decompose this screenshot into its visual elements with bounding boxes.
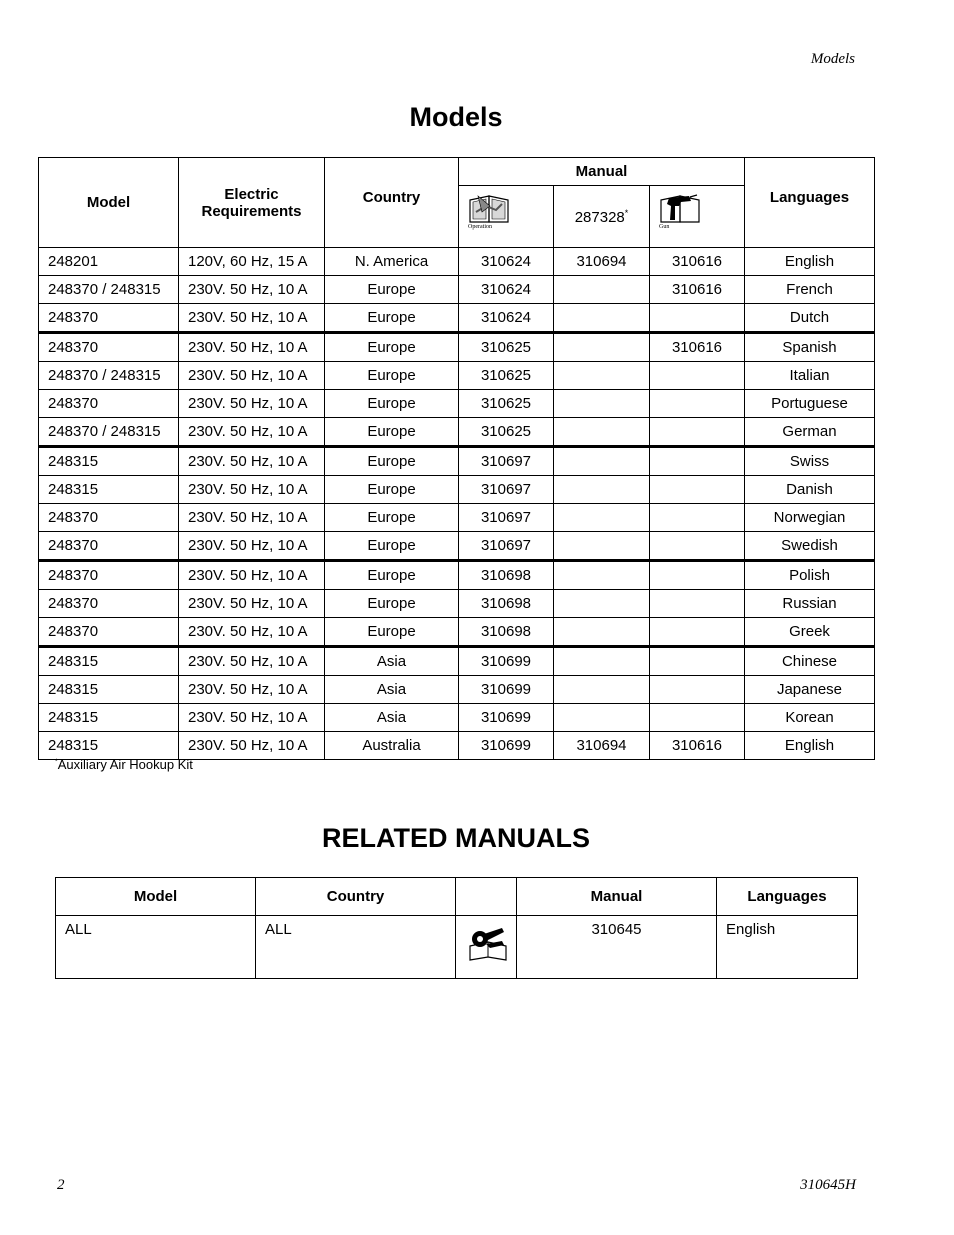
cell-gun-manual xyxy=(650,704,745,732)
cell-electric: 230V. 50 Hz, 10 A xyxy=(179,647,325,676)
cell-aux-manual xyxy=(554,618,650,647)
cell-model: 248315 xyxy=(39,447,179,476)
cell-electric: 230V. 50 Hz, 10 A xyxy=(179,704,325,732)
related-header-languages: Languages xyxy=(717,878,858,916)
cell-language: Swedish xyxy=(745,532,875,561)
cell-electric: 230V. 50 Hz, 10 A xyxy=(179,447,325,476)
cell-country: Australia xyxy=(325,732,459,760)
cell-gun-manual xyxy=(650,418,745,447)
cell-electric: 230V. 50 Hz, 10 A xyxy=(179,390,325,418)
cell-language: Japanese xyxy=(745,676,875,704)
cell-language: Italian xyxy=(745,362,875,390)
related-header-icon xyxy=(456,878,517,916)
document-number: 310645H xyxy=(800,1177,856,1193)
cell-model: 248315 xyxy=(39,476,179,504)
cell-operation-manual: 310625 xyxy=(459,418,554,447)
cell-aux-manual xyxy=(554,704,650,732)
cell-aux-manual: 310694 xyxy=(554,248,650,276)
cell-country: Europe xyxy=(325,590,459,618)
related-header-model: Model xyxy=(56,878,256,916)
cell-model: 248370 / 248315 xyxy=(39,362,179,390)
cell-electric: 230V. 50 Hz, 10 A xyxy=(179,532,325,561)
cell-language: Spanish xyxy=(745,333,875,362)
cell-gun-manual xyxy=(650,476,745,504)
related-row xyxy=(56,916,858,979)
related-country: ALL xyxy=(256,916,456,979)
cell-gun-manual: 310616 xyxy=(650,732,745,760)
cell-aux-manual xyxy=(554,362,650,390)
cell-country: N. America xyxy=(325,248,459,276)
related-manuals-table xyxy=(55,877,858,979)
related-languages: English xyxy=(717,916,858,979)
header-manual: Manual xyxy=(459,158,745,186)
table-row xyxy=(39,676,875,704)
cell-model: 248370 / 248315 xyxy=(39,276,179,304)
operation-manual-column xyxy=(459,186,554,248)
cell-gun-manual xyxy=(650,676,745,704)
cell-country: Europe xyxy=(325,504,459,532)
cell-language: Russian xyxy=(745,590,875,618)
operation-caption: Operation xyxy=(468,224,492,230)
gun-caption: Gun xyxy=(659,224,670,230)
cell-electric: 230V. 50 Hz, 10 A xyxy=(179,418,325,447)
cell-operation-manual: 310624 xyxy=(459,276,554,304)
cell-electric: 230V. 50 Hz, 10 A xyxy=(179,676,325,704)
aux-manual-column xyxy=(554,186,650,248)
operation-manual-icon xyxy=(468,192,512,224)
cell-aux-manual xyxy=(554,276,650,304)
cell-country: Europe xyxy=(325,561,459,590)
related-manuals-title: RELATED MANUALS xyxy=(322,823,590,853)
cell-country: Europe xyxy=(325,418,459,447)
cell-language: English xyxy=(745,732,875,760)
cell-model: 248370 xyxy=(39,390,179,418)
cell-operation-manual: 310698 xyxy=(459,561,554,590)
related-header-manual: Manual xyxy=(517,878,717,916)
cell-language: Korean xyxy=(745,704,875,732)
header-languages: Languages xyxy=(745,158,875,248)
cell-model: 248201 xyxy=(39,248,179,276)
cell-model: 248370 xyxy=(39,304,179,333)
cell-country: Europe xyxy=(325,276,459,304)
gun-manual-column xyxy=(650,186,745,248)
cell-electric: 230V. 50 Hz, 10 A xyxy=(179,561,325,590)
cell-electric: 230V. 50 Hz, 10 A xyxy=(179,590,325,618)
cell-aux-manual xyxy=(554,590,650,618)
table-row xyxy=(39,304,875,333)
cell-country: Europe xyxy=(325,618,459,647)
cell-aux-manual xyxy=(554,561,650,590)
table-row xyxy=(39,447,875,476)
cell-gun-manual xyxy=(650,561,745,590)
table-row xyxy=(39,561,875,590)
table-row xyxy=(39,276,875,304)
related-manual: 310645 xyxy=(517,916,717,979)
table-row xyxy=(39,333,875,362)
spray-gun-icon xyxy=(659,192,703,224)
table-row xyxy=(39,504,875,532)
table-row xyxy=(39,418,875,447)
cell-language: Norwegian xyxy=(745,504,875,532)
cell-gun-manual: 310616 xyxy=(650,276,745,304)
cell-gun-manual xyxy=(650,447,745,476)
cell-electric: 230V. 50 Hz, 10 A xyxy=(179,333,325,362)
cell-language: Dutch xyxy=(745,304,875,333)
cell-operation-manual: 310698 xyxy=(459,618,554,647)
cell-aux-manual xyxy=(554,390,650,418)
cell-aux-manual xyxy=(554,418,650,447)
cell-electric: 230V. 50 Hz, 10 A xyxy=(179,476,325,504)
header-model: Model xyxy=(39,158,179,248)
cell-electric: 230V. 50 Hz, 10 A xyxy=(179,304,325,333)
table-row xyxy=(39,618,875,647)
table-row xyxy=(39,390,875,418)
cell-country: Asia xyxy=(325,676,459,704)
cell-operation-manual: 310697 xyxy=(459,476,554,504)
cell-model: 248370 xyxy=(39,590,179,618)
cell-gun-manual xyxy=(650,504,745,532)
cell-aux-manual xyxy=(554,447,650,476)
cell-country: Europe xyxy=(325,476,459,504)
cell-electric: 230V. 50 Hz, 10 A xyxy=(179,732,325,760)
cell-operation-manual: 310699 xyxy=(459,647,554,676)
cell-operation-manual: 310624 xyxy=(459,248,554,276)
footnote xyxy=(55,757,193,772)
cell-aux-manual xyxy=(554,532,650,561)
footnote-mark: * xyxy=(55,758,58,766)
cell-model: 248370 / 248315 xyxy=(39,418,179,447)
cell-country: Europe xyxy=(325,390,459,418)
cell-model: 248370 xyxy=(39,333,179,362)
table-row xyxy=(39,590,875,618)
cell-country: Europe xyxy=(325,362,459,390)
related-model: ALL xyxy=(56,916,256,979)
cell-aux-manual xyxy=(554,333,650,362)
cell-model: 248370 xyxy=(39,532,179,561)
cell-aux-manual: 310694 xyxy=(554,732,650,760)
cell-country: Europe xyxy=(325,532,459,561)
cell-model: 248370 xyxy=(39,504,179,532)
cell-gun-manual xyxy=(650,532,745,561)
cell-electric: 230V. 50 Hz, 10 A xyxy=(179,362,325,390)
cell-language: Chinese xyxy=(745,647,875,676)
cell-language: English xyxy=(745,248,875,276)
table-row xyxy=(39,647,875,676)
cell-electric: 230V. 50 Hz, 10 A xyxy=(179,276,325,304)
cell-operation-manual: 310624 xyxy=(459,304,554,333)
cell-language: Swiss xyxy=(745,447,875,476)
cell-aux-manual xyxy=(554,304,650,333)
table-row xyxy=(39,362,875,390)
cell-model: 248370 xyxy=(39,561,179,590)
cell-aux-manual xyxy=(554,504,650,532)
cell-operation-manual: 310625 xyxy=(459,390,554,418)
cell-language: French xyxy=(745,276,875,304)
table-row xyxy=(39,476,875,504)
cell-electric: 230V. 50 Hz, 10 A xyxy=(179,618,325,647)
table-row xyxy=(39,732,875,760)
cell-gun-manual xyxy=(650,647,745,676)
cell-operation-manual: 310625 xyxy=(459,362,554,390)
cell-country: Asia xyxy=(325,704,459,732)
header-country: Country xyxy=(325,158,459,248)
related-icon-cell xyxy=(456,916,517,979)
cell-gun-manual: 310616 xyxy=(650,248,745,276)
footnote-text: Auxiliary Air Hookup Kit xyxy=(57,757,193,772)
cell-electric: 230V. 50 Hz, 10 A xyxy=(179,504,325,532)
cell-gun-manual: 310616 xyxy=(650,333,745,362)
cell-operation-manual: 310697 xyxy=(459,447,554,476)
cell-language: German xyxy=(745,418,875,447)
cell-operation-manual: 310699 xyxy=(459,704,554,732)
table-row xyxy=(39,248,875,276)
table-row xyxy=(39,704,875,732)
aux-number: 287328 xyxy=(574,208,625,226)
cell-operation-manual: 310698 xyxy=(459,590,554,618)
cell-model: 248315 xyxy=(39,704,179,732)
repair-manual-icon xyxy=(468,924,508,962)
cell-aux-manual xyxy=(554,476,650,504)
cell-language: Polish xyxy=(745,561,875,590)
cell-gun-manual xyxy=(650,590,745,618)
cell-operation-manual: 310697 xyxy=(459,504,554,532)
related-header-country: Country xyxy=(256,878,456,916)
models-title: Models xyxy=(409,102,503,132)
aux-mark: * xyxy=(624,207,629,218)
models-table xyxy=(38,157,875,760)
cell-language: Portuguese xyxy=(745,390,875,418)
header-electric: Electric Requirements xyxy=(179,158,325,248)
cell-country: Europe xyxy=(325,447,459,476)
cell-gun-manual xyxy=(650,618,745,647)
cell-gun-manual xyxy=(650,304,745,333)
cell-aux-manual xyxy=(554,647,650,676)
cell-language: Danish xyxy=(745,476,875,504)
cell-operation-manual: 310699 xyxy=(459,732,554,760)
cell-operation-manual: 310697 xyxy=(459,532,554,561)
cell-language: Greek xyxy=(745,618,875,647)
running-head: Models xyxy=(810,51,855,67)
cell-country: Europe xyxy=(325,333,459,362)
cell-operation-manual: 310699 xyxy=(459,676,554,704)
table-row xyxy=(39,532,875,561)
cell-electric: 120V, 60 Hz, 15 A xyxy=(179,248,325,276)
cell-aux-manual xyxy=(554,676,650,704)
cell-gun-manual xyxy=(650,390,745,418)
cell-operation-manual: 310625 xyxy=(459,333,554,362)
cell-country: Europe xyxy=(325,304,459,333)
cell-gun-manual xyxy=(650,362,745,390)
cell-country: Asia xyxy=(325,647,459,676)
cell-model: 248315 xyxy=(39,647,179,676)
cell-model: 248370 xyxy=(39,618,179,647)
cell-model: 248315 xyxy=(39,732,179,760)
page-number: 2 xyxy=(57,1177,65,1193)
cell-model: 248315 xyxy=(39,676,179,704)
